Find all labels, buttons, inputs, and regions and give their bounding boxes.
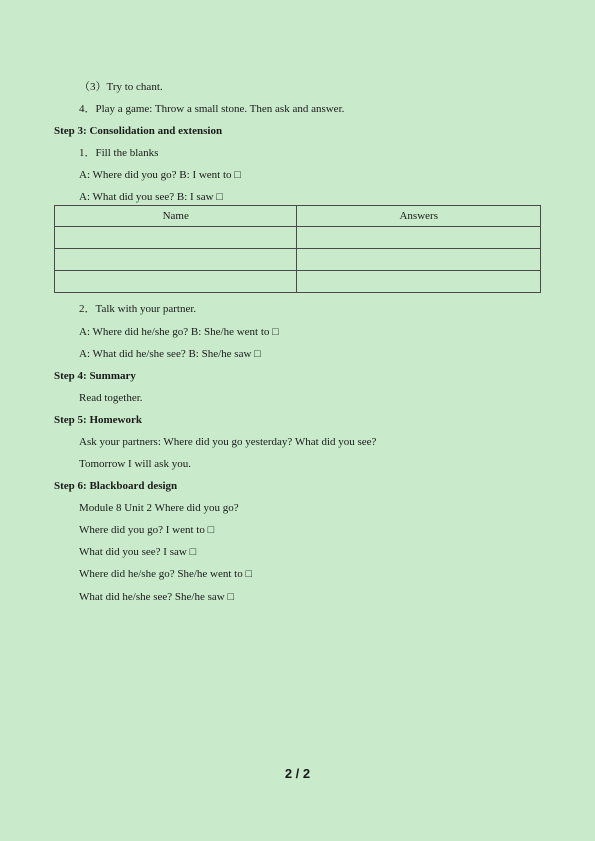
tomorrow-line: Tomorrow I will ask you.	[79, 458, 191, 470]
blackboard-he-go-line: Where did he/she go? She/he went to □	[79, 568, 253, 580]
blackboard-what-see-line: What did you see? I saw □	[79, 546, 197, 558]
chant-line: （3）Try to chant.	[79, 81, 163, 93]
blackboard-where-go-line: Where did you go? I went to □	[79, 524, 215, 536]
step5-heading: Step 5: Homework	[54, 414, 142, 426]
table-cell	[55, 249, 297, 271]
step6-heading: Step 6: Blackboard design	[54, 480, 178, 492]
table-header-row	[55, 206, 541, 227]
table-cell	[55, 271, 297, 293]
blackboard-he-see-line: What did he/she see? She/he saw □	[79, 591, 235, 603]
module-title-line: Module 8 Unit 2 Where did you go?	[79, 502, 239, 514]
table-row	[55, 227, 541, 249]
talk-partner-line: 2．Talk with your partner.	[79, 303, 197, 315]
read-together-line: Read together.	[79, 392, 143, 404]
page-number: 2 / 2	[284, 766, 311, 781]
answers-column-header: Answers	[297, 206, 541, 227]
table-cell	[297, 271, 541, 293]
what-did-you-see-line: A: What did you see? B: I saw □	[79, 191, 223, 203]
table-cell	[297, 249, 541, 271]
table-row	[55, 249, 541, 271]
table-cell	[297, 227, 541, 249]
table-cell	[55, 227, 297, 249]
fill-blanks-line: 1．Fill the blanks	[79, 147, 159, 159]
game-line: 4．Play a game: Throw a small stone. Then ask and answer.	[79, 103, 345, 115]
where-did-you-go-line: A: Where did you go? B: I went to □	[79, 169, 241, 181]
where-did-he-go-line: A: Where did he/she go? B: She/he went to □	[79, 326, 279, 338]
what-did-he-see-line: A: What did he/she see? B: She/he saw □	[79, 348, 261, 360]
ask-partners-line: Ask your partners: Where did you go yesterday? What did you see?	[79, 436, 377, 448]
table-row	[55, 271, 541, 293]
name-column-header: Name	[55, 206, 297, 227]
step4-heading: Step 4: Summary	[54, 370, 136, 382]
step3-heading: Step 3: Consolidation and extension	[54, 125, 223, 137]
fill-blanks-table	[54, 205, 541, 293]
